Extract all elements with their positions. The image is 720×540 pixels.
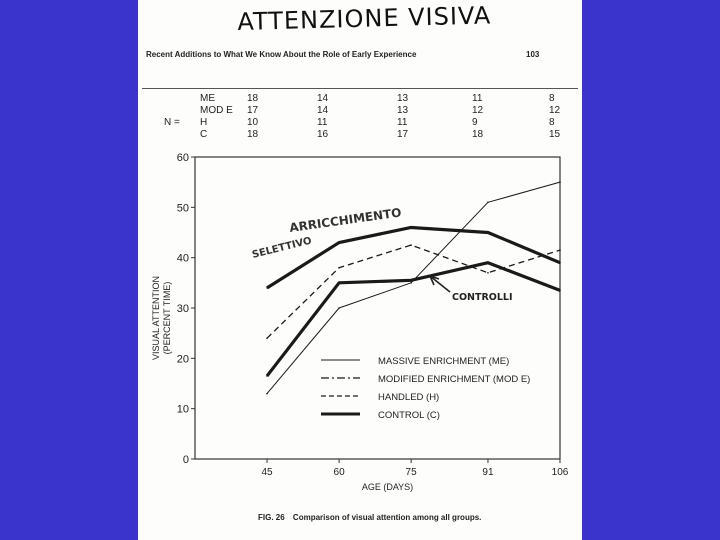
n-cell: 14: [317, 105, 329, 116]
x-tick-label: 91: [482, 467, 494, 478]
figure-caption-text: Comparison of visual attention among all groups.: [292, 513, 482, 522]
data-point: [266, 287, 268, 289]
n-cell: 13: [397, 93, 409, 104]
data-point: [266, 375, 268, 377]
figure-caption: [258, 513, 481, 522]
n-cell: 15: [549, 129, 561, 140]
x-tick-label: 45: [261, 467, 273, 478]
handwritten-title: ATTENZIONE VISIVA: [237, 1, 492, 37]
annotation-controlli: CONTROLLI: [452, 292, 513, 303]
legend-entry: MODIFIED ENRICHMENT (MOD E): [378, 374, 531, 385]
running-head-text: Recent Additions to What We Know About the Role of Early Experience: [146, 50, 417, 59]
n-cell: 18: [247, 93, 259, 104]
n-cell: 12: [472, 105, 484, 116]
data-point: [487, 272, 489, 274]
n-cell: 17: [247, 105, 259, 116]
x-tick-label: 106: [551, 467, 569, 478]
data-point: [487, 202, 489, 204]
chart-legend: [321, 356, 530, 421]
data-point: [487, 232, 489, 234]
y-tick-label: 50: [176, 202, 189, 215]
y-axis-label: VISUAL ATTENTION(PERCENT TIME): [151, 275, 172, 361]
page-number: 103: [526, 50, 540, 59]
y-tick-label: 60: [176, 152, 189, 164]
x-tick-label: 60: [333, 467, 345, 478]
data-point: [487, 262, 489, 264]
n-row-group: MOD E: [200, 105, 233, 116]
n-cell: 16: [317, 129, 329, 140]
n-cell: 8: [549, 117, 555, 128]
data-point: [338, 267, 340, 269]
n-cell: 13: [397, 105, 409, 116]
y-tick-label: 0: [182, 454, 189, 466]
data-point: [559, 181, 561, 183]
n-cell: 11: [317, 117, 328, 128]
attention-line-chart: [138, 140, 578, 505]
n-row-group: H: [200, 117, 208, 128]
y-tick-label: 40: [176, 252, 189, 265]
data-point: [266, 337, 268, 339]
data-point: [338, 307, 340, 309]
chart-axes: [151, 152, 569, 492]
data-point: [559, 249, 561, 251]
n-cell: 11: [397, 117, 408, 128]
data-point: [559, 290, 561, 292]
data-point: [410, 244, 412, 246]
legend-entry: MASSIVE ENRICHMENT (ME): [378, 356, 510, 367]
x-tick-label: 75: [405, 467, 417, 478]
data-point: [338, 242, 340, 244]
data-point: [559, 262, 561, 264]
n-label: N =: [164, 117, 180, 128]
n-row-group: C: [200, 129, 208, 140]
y-tick-label: 10: [176, 403, 189, 416]
y-tick-label: 30: [176, 303, 189, 315]
x-axis-label: AGE (DAYS): [361, 482, 414, 492]
data-point: [338, 282, 340, 284]
n-cell: 18: [247, 129, 259, 140]
n-cell: 9: [472, 117, 478, 128]
legend-entry: HANDLED (H): [378, 392, 440, 403]
annotation-arricchimento: ARRICCHIMENTO: [288, 205, 403, 235]
data-point: [266, 393, 268, 395]
header-rule: [142, 88, 578, 89]
n-cell: 18: [472, 129, 484, 140]
sample-size-table: [138, 92, 582, 144]
running-head: [146, 50, 546, 64]
annotation-selettivo: SELETTIVO: [251, 235, 313, 261]
legend-entry: CONTROL (C): [378, 410, 440, 421]
n-row-group: ME: [200, 93, 215, 104]
data-point: [410, 280, 412, 282]
data-point: [410, 227, 412, 229]
n-cell: 12: [549, 105, 561, 116]
n-cell: 17: [397, 129, 409, 140]
data-point: [410, 282, 412, 284]
n-cell: 8: [549, 93, 555, 104]
n-cell: 14: [317, 93, 329, 104]
n-cell: 10: [247, 117, 259, 128]
figure-number: FIG. 26: [258, 513, 285, 522]
n-cell: 11: [472, 93, 483, 104]
y-tick-label: 20: [176, 353, 189, 366]
